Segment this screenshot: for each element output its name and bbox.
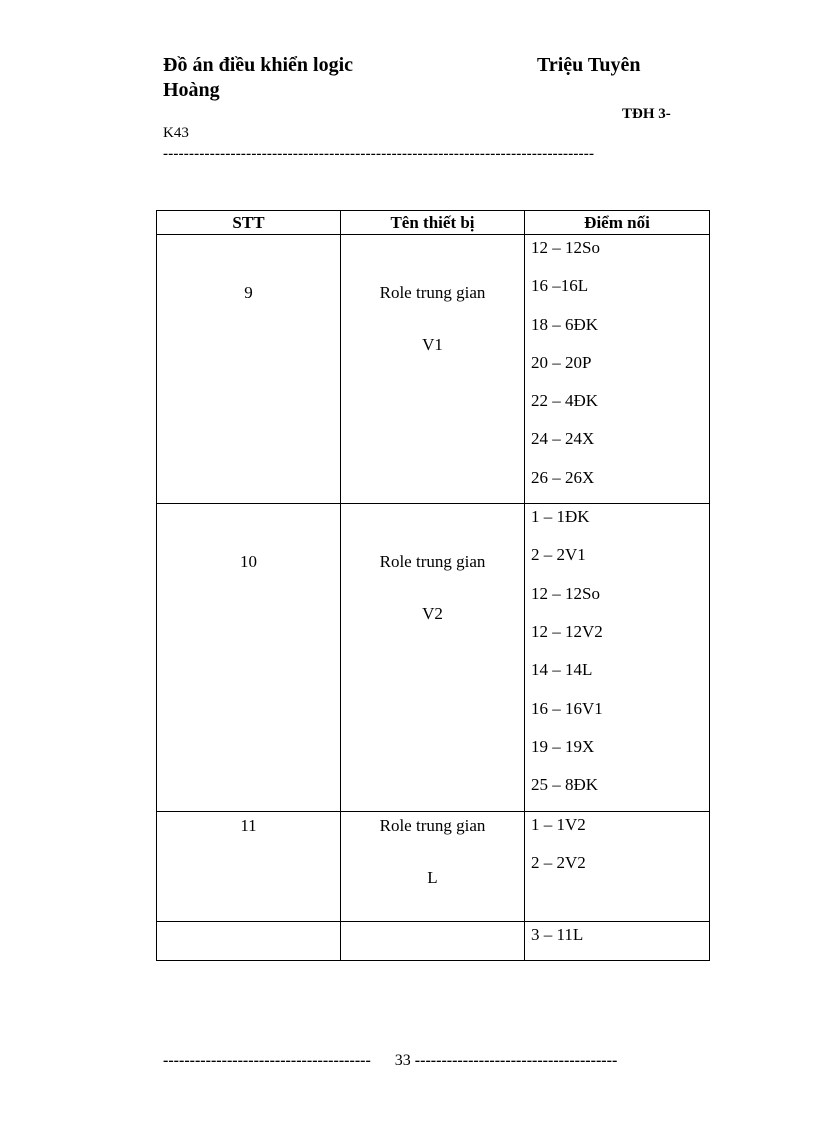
list-item: 19 – 19X [531, 736, 595, 756]
footer-rule-right: -------------------------------------- [414, 1052, 618, 1069]
device-cell [341, 235, 525, 504]
list-item: 14 – 14L [531, 660, 593, 680]
list-item: 12 – 12V2 [531, 621, 603, 641]
footer-rule-left: --------------------------------------- [163, 1052, 371, 1069]
list-item: 26 – 26X [531, 467, 595, 487]
device-name: Role trung gian [379, 816, 486, 836]
list-item: 12 – 12So [531, 583, 600, 603]
points-cell [525, 812, 710, 922]
column-header-device: Tên thiết bị [341, 211, 525, 235]
table-header-row [157, 211, 710, 235]
device-code: V1 [422, 335, 443, 354]
list-item: 22 – 4ĐK [531, 391, 599, 411]
list-item: 1 – 1ĐK [531, 507, 590, 527]
points-cell [525, 922, 710, 961]
points-cell [525, 504, 710, 812]
table-row [157, 504, 710, 812]
header-rule: ----------------------------------------------------------------------------------- [163, 146, 595, 162]
author-name: Triệu Tuyên [537, 54, 641, 76]
list-item: 2 – 2V2 [531, 853, 586, 873]
device-connection-table [156, 210, 710, 961]
list-item: 3 – 11L [531, 925, 584, 945]
column-header-points: Điểm nối [525, 211, 710, 235]
list-item: 12 – 12So [531, 238, 600, 257]
list-item: 18 – 6ĐK [531, 314, 599, 334]
page-number: 33 [394, 1052, 411, 1069]
list-item: 20 – 20P [531, 352, 592, 372]
stt-cell: 11 [157, 812, 341, 922]
stt-cell: 9 [157, 235, 341, 504]
doc-title: Đồ án điều khiển logic [163, 54, 354, 76]
device-name: Role trung gian [379, 552, 486, 572]
list-item: 16 –16L [531, 276, 589, 296]
device-name: Role trung gian [379, 283, 486, 302]
stt-cell: 10 [157, 504, 341, 812]
device-code: L [427, 868, 438, 888]
table-row [157, 812, 710, 922]
device-cell [341, 812, 525, 922]
class-code: TĐH 3- [622, 106, 671, 122]
list-item: 2 – 2V1 [531, 545, 586, 565]
list-item: 25 – 8ĐK [531, 775, 599, 795]
column-header-stt: STT [157, 211, 341, 235]
table-row [157, 235, 710, 504]
stt-cell [157, 922, 341, 961]
device-code: V2 [422, 604, 443, 624]
list-item: 24 – 24X [531, 429, 595, 449]
list-item: 1 – 1V2 [531, 815, 586, 835]
device-cell [341, 504, 525, 812]
page-footer [163, 1052, 617, 1070]
author-name-continued: Hoàng [163, 79, 220, 101]
device-cell [341, 922, 525, 961]
points-cell [525, 235, 710, 504]
table-row [157, 922, 710, 961]
list-item: 16 – 16V1 [531, 698, 603, 718]
class-code-continued: K43 [163, 125, 189, 141]
